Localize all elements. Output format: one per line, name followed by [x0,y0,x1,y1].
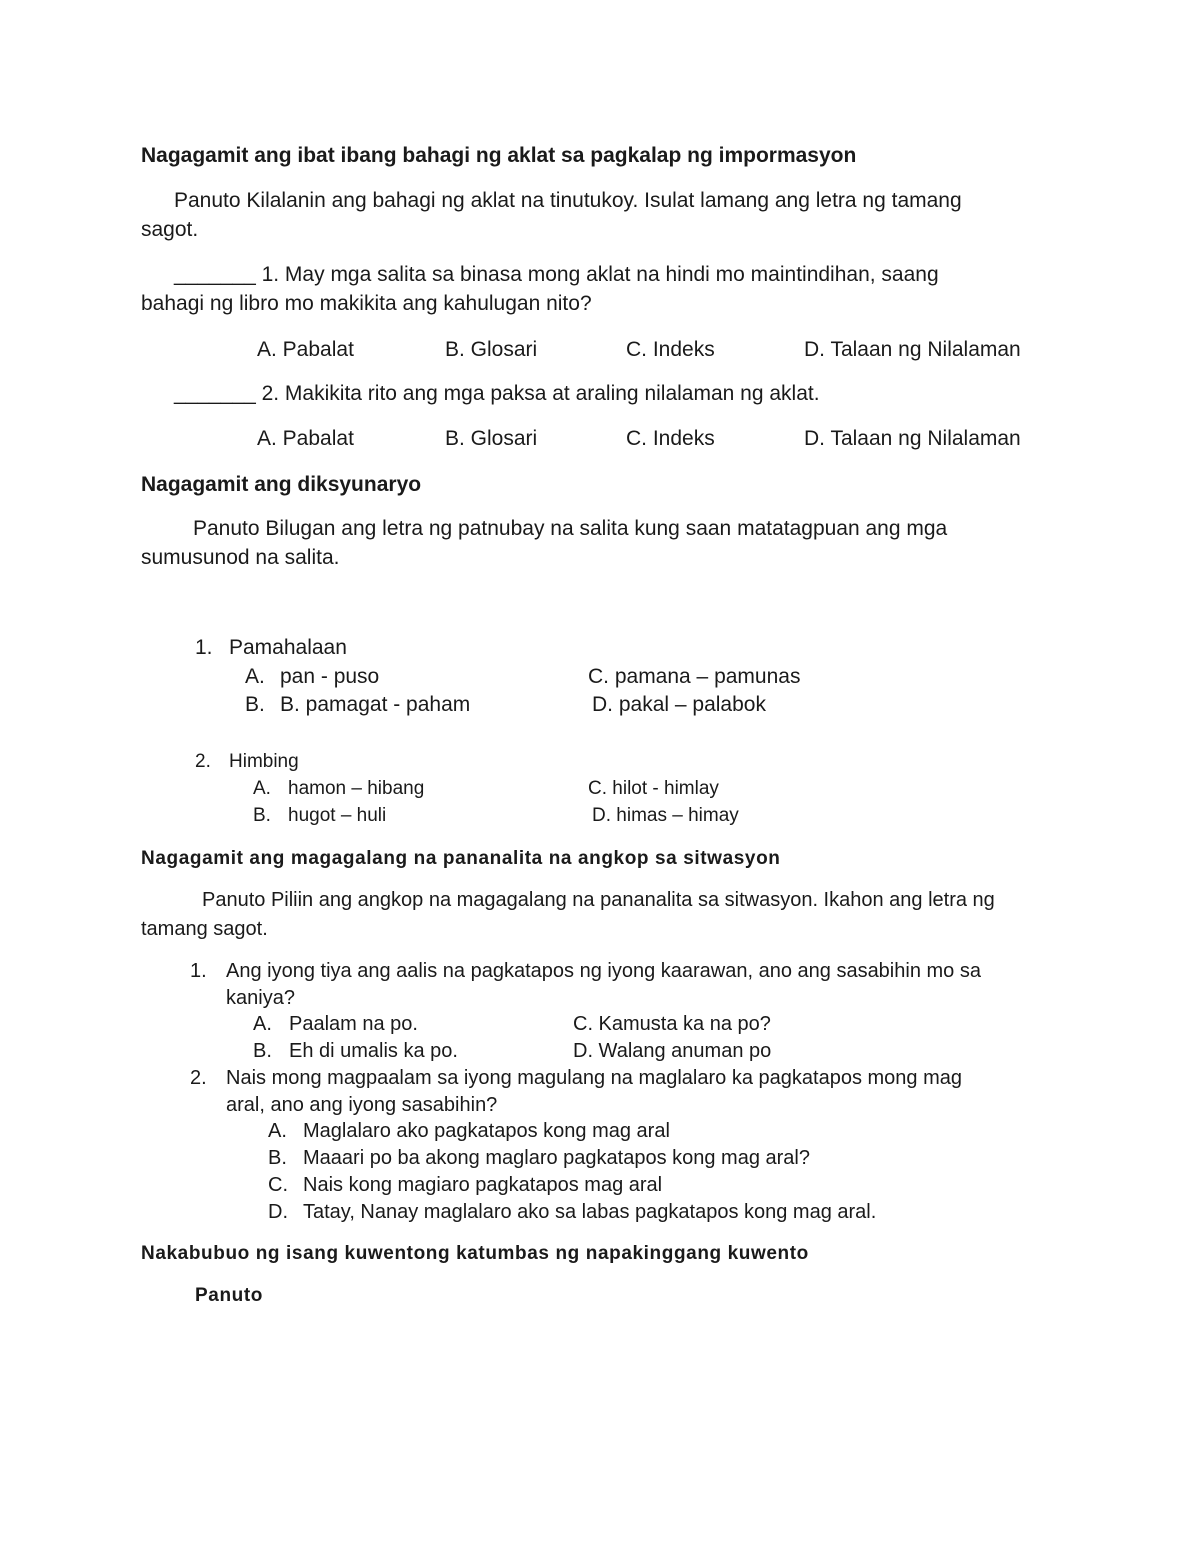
section2-q1-choice-c: C. pamana – pamunas [588,665,801,688]
section2-q2-choice-b-text: hugot – huli [288,805,387,826]
section1-instruction-line1: Panuto Kilalanin ang bahagi ng aklat na tinutukoy. Isulat lamang ang letra ng tamang [174,189,962,212]
section3-instruction-line1: Panuto Piliin ang angkop na magagalang na pananalita sa sitwasyon. Ikahon ang letra ng [202,889,995,911]
section1-q1-choice-b: B. Glosari [445,338,538,361]
section3-q2-choice-a-letter: A. [268,1120,287,1142]
section3-q1-choice-b-letter: B. [253,1040,272,1062]
section1-question1-line1: _______ 1. May mga salita sa binasa mong aklat na hindi mo maintindihan, saang [174,263,939,286]
section3-q2-choice-c-letter: C. [268,1174,288,1196]
section1-q2-choice-c: C. Indeks [626,427,715,450]
section2-q1-choice-a-letter: A. [245,665,265,688]
section1-q2-choice-d: D. Talaan ng Nilalaman [804,427,1021,450]
section2-instruction-line2: sumusunod na salita. [141,546,340,569]
section3-q2-choice-b-letter: B. [268,1147,287,1169]
section3-instruction-line2: tamang sagot. [141,918,268,940]
section2-q2-choice-b-letter: B. [253,805,271,826]
section2-heading: Nagagamit ang diksyunaryo [141,473,422,496]
section3-heading: Nagagamit ang magagalang na pananalita na angkop sa sitwasyon [141,848,781,869]
section2-q2-word: Himbing [229,751,299,772]
section1-instruction-line2: sagot. [141,218,199,241]
section3-q2-choice-b-text: Maaari po ba akong maglaro pagkatapos kong mag aral? [303,1147,810,1169]
section2-q2-choice-d: D. himas – himay [592,805,739,826]
section3-q1-choice-a-text: Paalam na po. [289,1013,418,1035]
section2-q1-choice-b-letter: B. [245,693,265,716]
section1-heading: Nagagamit ang ibat ibang bahagi ng aklat sa pagkalap ng impormasyon [141,144,857,167]
section3-q2-choice-d-text: Tatay, Nanay maglalaro ako sa labas pagkatapos kong mag aral. [303,1201,877,1223]
section3-q2-line2: aral, ano ang iyong sasabihin? [226,1094,498,1116]
section3-q2-choice-d-letter: D. [268,1201,288,1223]
section3-q1-choice-b-text: Eh di umalis ka po. [289,1040,458,1062]
section1-question1-line2: bahagi ng libro mo makikita ang kahulugan nito? [141,292,592,315]
section2-q1-word: Pamahalaan [229,636,347,659]
section1-q1-choice-a: A. Pabalat [257,338,354,361]
section3-q2-choice-c-text: Nais kong magiaro pagkatapos mag aral [303,1174,663,1196]
section3-q2-number: 2. [190,1067,207,1089]
section1-q1-choice-d: D. Talaan ng Nilalaman [804,338,1021,361]
section3-q1-line1: Ang iyong tiya ang aalis na pagkatapos ng iyong kaarawan, ano ang sasabihin mo sa [226,960,981,982]
section2-q2-choice-a-letter: A. [253,778,271,799]
section2-q2-choice-a-text: hamon – hibang [288,778,425,799]
section2-instruction-line1: Panuto Bilugan ang letra ng patnubay na salita kung saan matatagpuan ang mga [193,517,948,540]
section2-q1-number: 1. [195,636,213,659]
section3-q2-line1: Nais mong magpaalam sa iyong magulang na maglalaro ka pagkatapos mong mag [226,1067,962,1089]
section3-q1-number: 1. [190,960,207,982]
section1-q1-choice-c: C. Indeks [626,338,715,361]
section3-q2-choice-a-text: Maglalaro ako pagkatapos kong mag aral [303,1120,670,1142]
section3-q1-choice-c: C. Kamusta ka na po? [573,1013,771,1035]
section2-q1-choice-a-text: pan - puso [280,665,380,688]
section2-q2-number: 2. [195,751,211,772]
section1-q2-choice-a: A. Pabalat [257,427,354,450]
section4-instruction: Panuto [195,1285,263,1306]
section2-q2-choice-c: C. hilot - himlay [588,778,719,799]
section1-q2-choice-b: B. Glosari [445,427,538,450]
section3-q1-choice-a-letter: A. [253,1013,272,1035]
section1-question2: _______ 2. Makikita rito ang mga paksa at araling nilalaman ng aklat. [174,382,820,405]
section3-q1-line2: kaniya? [226,987,295,1009]
section4-heading: Nakabubuo ng isang kuwentong katumbas ng napakinggang kuwento [141,1243,809,1264]
section2-q1-choice-b-text: B. pamagat - paham [280,693,471,716]
section3-q1-choice-d: D. Walang anuman po [573,1040,772,1062]
section2-q1-choice-d: D. pakal – palabok [592,693,766,716]
